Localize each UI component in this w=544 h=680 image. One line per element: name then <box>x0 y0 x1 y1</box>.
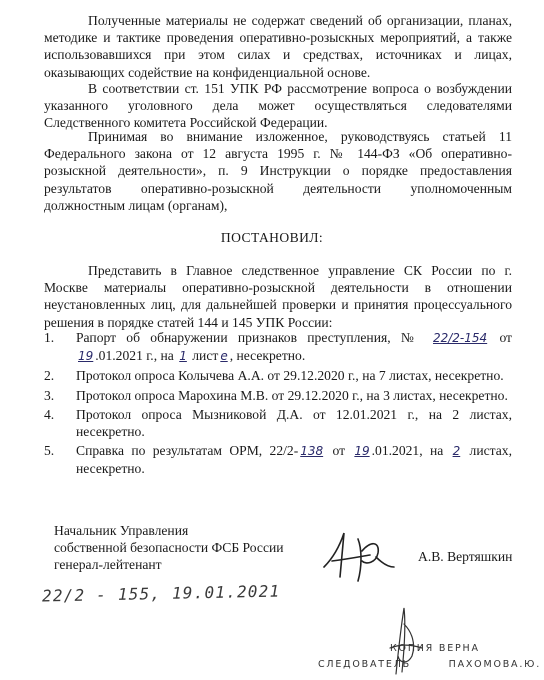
item-number: 3. <box>44 387 55 403</box>
list-item <box>44 442 512 477</box>
stamp-name: ПАХОМОВА.Ю. <box>448 659 542 670</box>
item-number: 5. <box>44 443 55 459</box>
handwritten-ending: е <box>220 349 228 364</box>
item-text: лист <box>192 348 219 364</box>
stamp-investigator <box>318 656 541 673</box>
handwritten-day: 19 <box>354 444 370 459</box>
item-text: Протокол опроса Марохина М.В. от 29.12.2020 г., на 3 листах, несекретно. <box>76 387 508 403</box>
paragraph-jurisdiction: В соответствии ст. 151 УПК РФ рассмотрение вопроса о возбуждении указанного уголовного дела может осуществляться следователями Следственного комитета Российской Федерации. <box>44 81 512 131</box>
list-item <box>44 387 512 404</box>
signatory-line-3: генерал-лейтенант <box>54 557 162 572</box>
item-text: от <box>499 330 512 345</box>
handwritten-sheets: 2 <box>452 444 461 459</box>
item-text: Рапорт об обнаружении признаков преступления, № <box>76 330 421 345</box>
signatory-line-2: собственной безопасности ФСБ России <box>54 540 284 555</box>
signatory-title <box>54 522 284 573</box>
list-item <box>44 406 512 440</box>
handwritten-sheets: 1 <box>179 349 187 364</box>
paragraph-decision: Представить в Главное следственное управление СК России по г. Москве материалы оперативно-розыскной деятельности в отношении неустановленных лиц, для дальнейшей проверки и принятия процессуального решения в порядке статей 144 и 145 УПК России: <box>44 263 512 330</box>
resolution-heading: ПОСТАНОВИЛ: <box>220 230 324 245</box>
handwritten-number: 22/2-154 <box>432 331 488 345</box>
item-text: .01.2021 г., на <box>95 348 174 364</box>
paragraph-materials: Полученные материалы не содержат сведений об организации, планах, методике и тактике проведения оперативно-розыскных мероприятий, а также использовавшихся при этом силах и средствах, источниках и лицах, оказывающих содействие на конфиденциальной основе. <box>44 13 512 80</box>
item-text: Справка по результатам ОРМ, 22/2- <box>76 443 299 459</box>
item-number: 4. <box>44 406 55 422</box>
handwritten-number: 138 <box>300 444 324 459</box>
list-item <box>44 329 512 365</box>
item-number: 2. <box>44 368 55 384</box>
stamp-copy-certified: КОПИЯ ВЕРНА <box>390 643 480 654</box>
item-text: Протокол опроса Колычева А.А. от 29.12.2020 г., на 7 листах, несекретно. <box>76 368 504 384</box>
handwritten-registration: 22/2 - 155, 19.01.2021 <box>41 581 281 606</box>
item-text: листах, несекретно. <box>76 443 512 477</box>
item-text: , несекретно. <box>229 348 306 364</box>
handwritten-signature <box>318 527 398 587</box>
attachments-list <box>44 329 512 480</box>
list-item <box>44 367 512 384</box>
item-text: .01.2021, на <box>371 443 444 459</box>
paragraph-legal-basis: Принимая во внимание изложенное, руководствуясь статьей 11 Федерального закона от 12 августа 1995 г. № 144-ФЗ «Об оперативно-розыскной деятельности», п. 9 Инструкции о порядке предоставления результатов оперативно-розыскной деятельности уполномоченным должностным лицам (органам), <box>44 129 512 213</box>
handwritten-day: 19 <box>78 349 94 364</box>
stamp-role: СЛЕДОВАТЕЛЬ <box>318 659 411 670</box>
item-text: Протокол опроса Мызниковой Д.А. от 12.01.2021 г., на 2 листах, несекретно. <box>76 406 512 440</box>
signatory-line-1: Начальник Управления <box>54 523 189 538</box>
item-number: 1. <box>44 330 55 345</box>
item-text: от <box>332 443 346 459</box>
signatory-name: А.В. Вертяшкин <box>418 549 513 564</box>
